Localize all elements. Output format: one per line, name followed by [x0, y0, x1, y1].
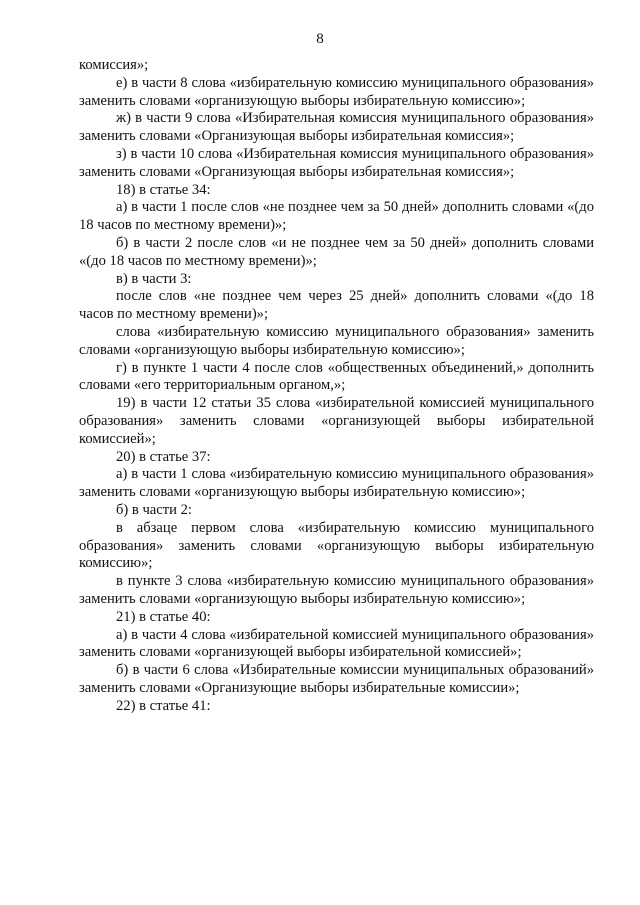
paragraph: ж) в части 9 слова «Избирательная комиссия муниципального образования» заменить словами «Организующая выборы избирательная комиссия»; [79, 110, 594, 145]
paragraph: б) в части 2 после слов «и не позднее чем за 50 дней» дополнить словами «(до 18 часов по местному времени)»; [79, 234, 594, 269]
paragraph: комиссия»; [79, 57, 149, 73]
paragraph: а) в части 4 слова «избирательной комиссией муниципального образования» заменить словами «организующей выборы избирательной комиссией»; [79, 626, 594, 661]
paragraph: б) в части 2: [116, 501, 192, 518]
paragraph: г) в пункте 1 части 4 после слов «общественных объединений,» дополнить словами «его территориальным органом,»; [79, 359, 594, 394]
paragraph: 20) в статье 37: [116, 448, 211, 465]
paragraph: 22) в статье 41: [116, 697, 211, 714]
paragraph: в) в части 3: [116, 270, 192, 287]
page-number: 8 [316, 31, 324, 47]
paragraph: з) в части 10 слова «Избирательная комиссия муниципального образования» заменить словами «Организующая выборы избирательная комиссия»; [79, 145, 594, 180]
document-body [79, 57, 594, 715]
paragraph: после слов «не позднее чем через 25 дней» дополнить словами «(до 18 часов по местному времени)»; [79, 288, 594, 323]
paragraph: е) в части 8 слова «избирательную комиссию муниципального образования» заменить словами «организующую выборы избирательную комиссию»; [79, 74, 594, 109]
paragraph: б) в части 6 слова «Избирательные комиссии муниципальных образований» заменить словами «Организующие выборы избирательные комиссии»; [79, 662, 594, 696]
paragraph: 18) в статье 34: [116, 181, 211, 198]
paragraph: а) в части 1 слова «избирательную комиссию муниципального образования» заменить словами «организующую выборы избирательную комиссию»; [79, 466, 594, 501]
paragraph: в абзаце первом слова «избирательную комиссию муниципального образования» заменить словами «организующую выборы избирательную комиссию»; [79, 519, 594, 572]
paragraph: слова «избирательную комиссию муниципального образования» заменить словами «организующую выборы избирательную комиссию»; [79, 323, 594, 358]
paragraph: 19) в части 12 статьи 35 слова «избирательной комиссией муниципального образования» заменить словами «организующей выборы избирательной комиссией»; [79, 395, 594, 447]
paragraph: в пункте 3 слова «избирательную комиссию муниципального образования» заменить словами «организующую выборы избирательную комиссию»; [79, 573, 594, 607]
paragraph: 21) в статье 40: [116, 608, 211, 625]
paragraph: а) в части 1 после слов «не позднее чем за 50 дней» дополнить словами «(до 18 часов по местному времени)»; [79, 199, 594, 234]
